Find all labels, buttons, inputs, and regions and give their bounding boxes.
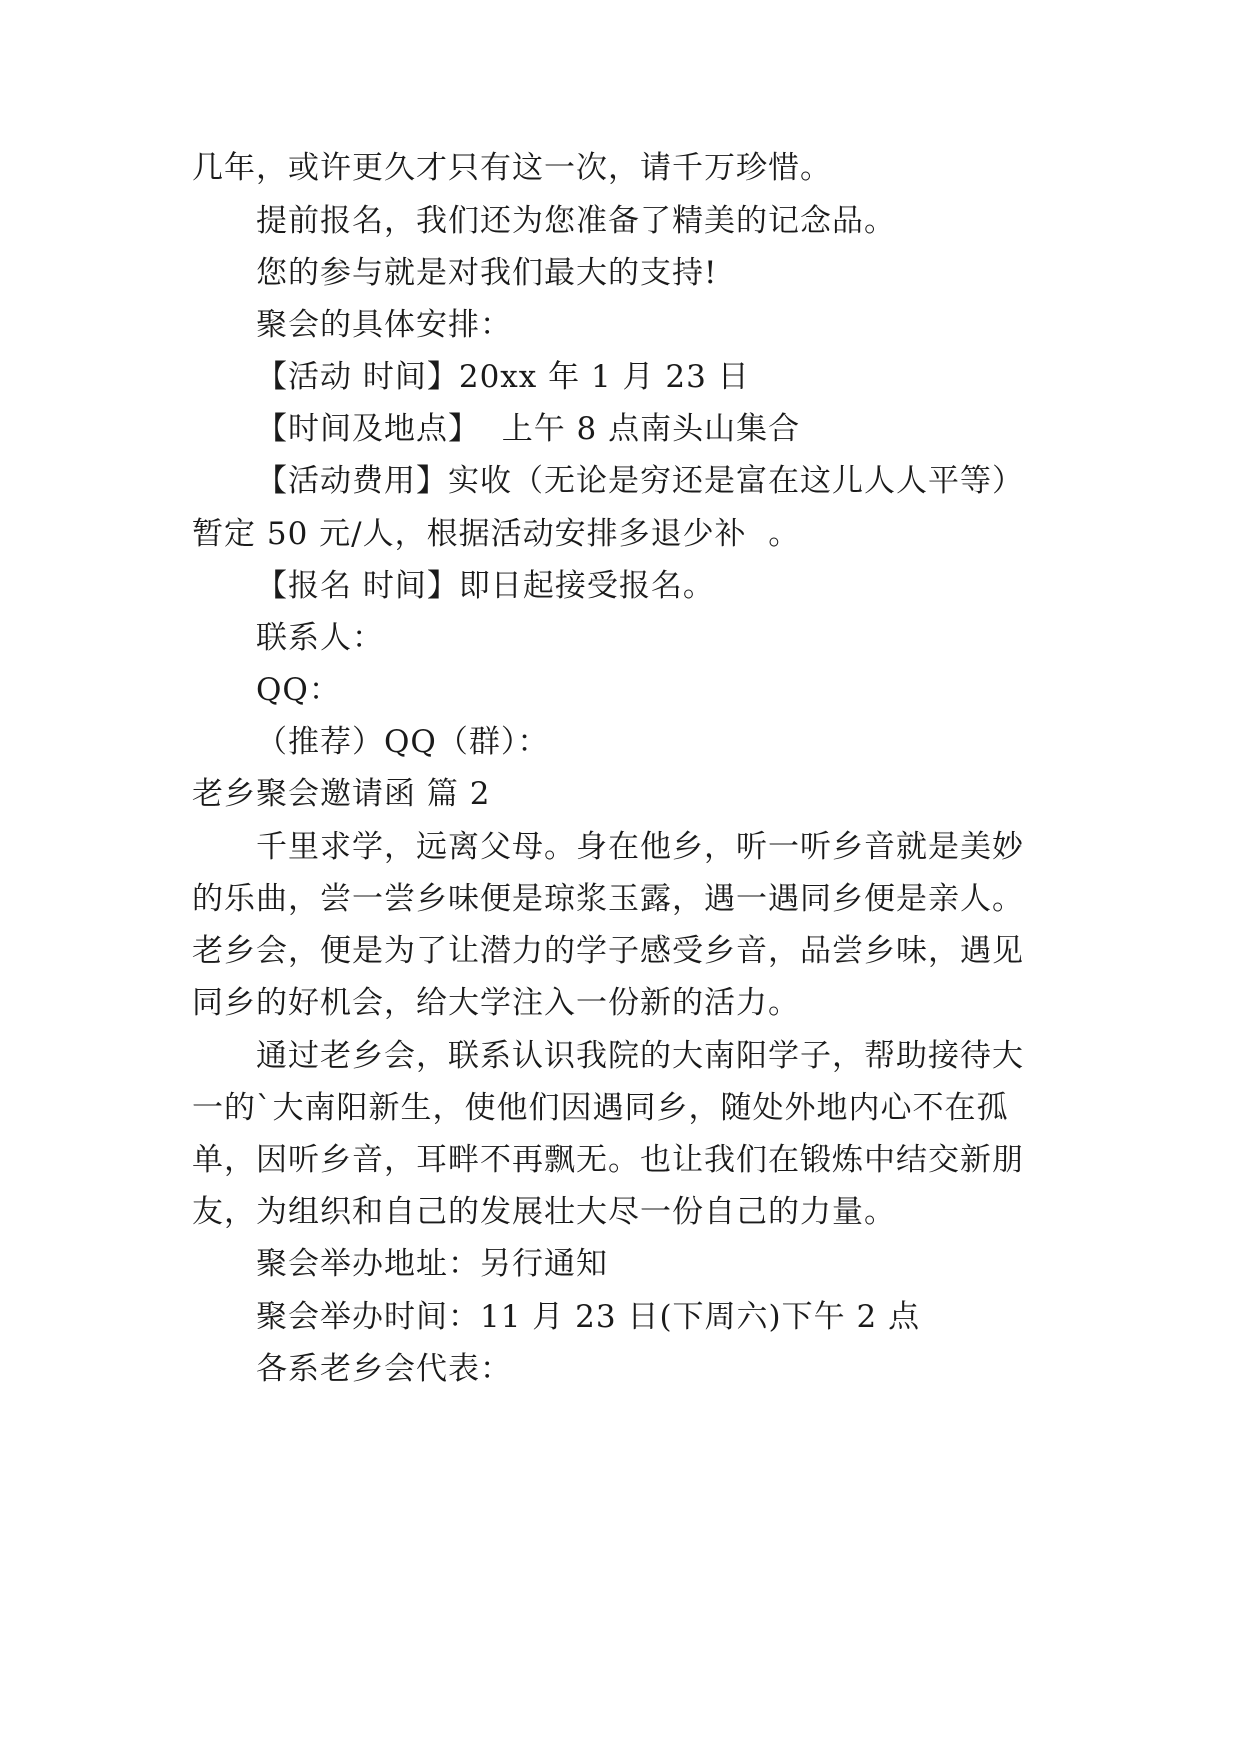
paragraph-line: 聚会举办地址：另行通知 (256, 1246, 608, 1282)
paragraph-line: 各系老乡会代表： (256, 1351, 512, 1387)
paragraph-line: 单，因听乡音，耳畔不再飘无。也让我们在锻炼中结交新朋 (192, 1142, 1024, 1178)
paragraph-line: 同乡的好机会，给大学注入一份新的活力。 (192, 985, 800, 1021)
paragraph-line: 千里求学，远离父母。身在他乡，听一听乡音就是美妙 (256, 829, 1024, 865)
paragraph-line: 【活动费用】实收（无论是穷还是富在这儿人人平等） (256, 463, 1024, 499)
paragraph-line: 【报名 时间】即日起接受报名。 (256, 568, 715, 604)
paragraph-line: 一的`大南阳新生，使他们因遇同乡，随处外地内心不在孤 (192, 1090, 1009, 1126)
paragraph-line: 提前报名，我们还为您准备了精美的记念品。 (256, 203, 896, 239)
paragraph-line: 通过老乡会，联系认识我院的大南阳学子，帮助接待大 (256, 1038, 1024, 1074)
paragraph-line: 聚会举办时间：11 月 23 日(下周六)下午 2 点 (256, 1299, 921, 1335)
paragraph-line: （推荐）QQ（群）： (256, 724, 550, 760)
paragraph-line: 暂定 50 元/人，根据活动安排多退少补 。 (192, 516, 801, 552)
paragraph-line: 几年，或许更久才只有这一次，请千万珍惜。 (192, 150, 832, 186)
paragraph-line: 【时间及地点】 上午 8 点南头山集合 (256, 411, 801, 447)
paragraph-line: 聚会的具体安排： (256, 307, 512, 343)
paragraph-line: 您的参与就是对我们最大的支持! (256, 255, 718, 291)
paragraph-line: 的乐曲，尝一尝乡味便是琼浆玉露，遇一遇同乡便是亲人。 (192, 881, 1024, 917)
paragraph-line: 联系人： (256, 620, 384, 656)
paragraph-line: 【活动 时间】20xx 年 1 月 23 日 (256, 359, 750, 395)
paragraph-line: 老乡会，便是为了让潜力的学子感受乡音，品尝乡味，遇见 (192, 933, 1024, 969)
section-heading: 老乡聚会邀请函 篇 2 (192, 776, 491, 812)
paragraph-line: 友，为组织和自己的发展壮大尽一份自己的力量。 (192, 1194, 896, 1230)
paragraph-line: QQ： (256, 672, 341, 708)
